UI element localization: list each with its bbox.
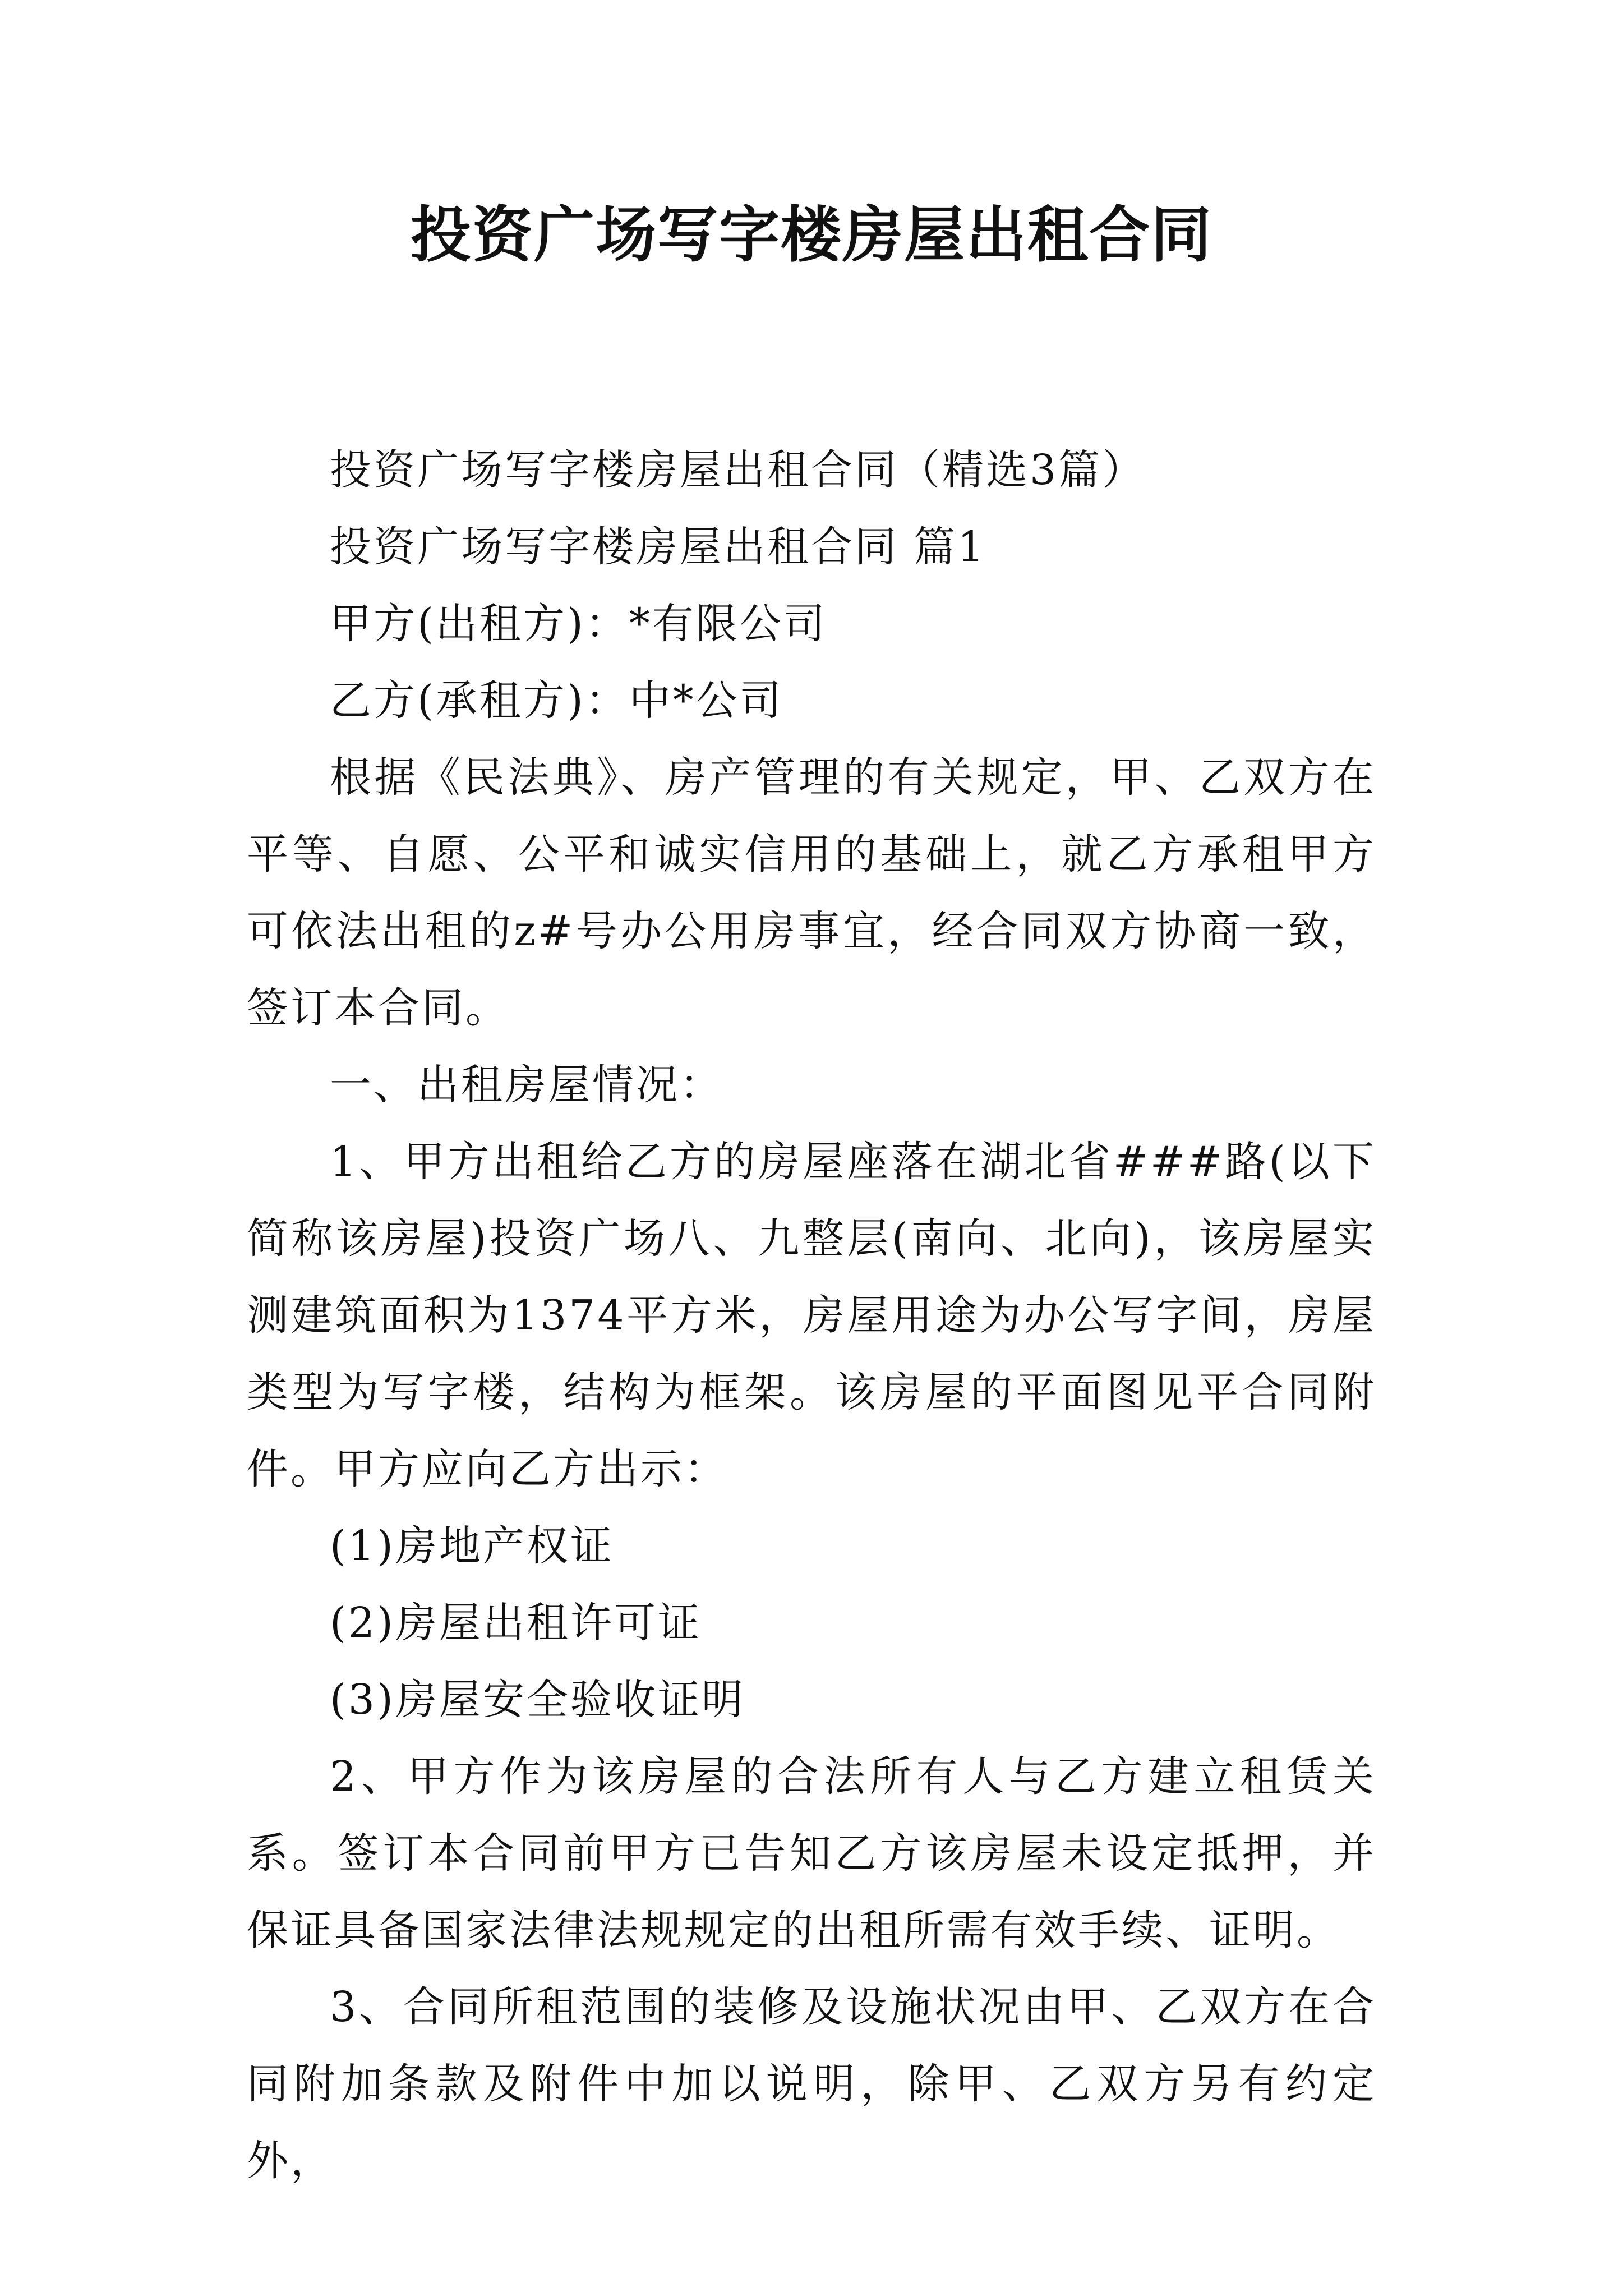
paragraph-party-b: 乙方(承租方)：中*公司: [330, 677, 783, 725]
paragraph-item-2: (2)房屋出租许可证: [330, 1599, 702, 1647]
paragraph-preamble: 根据《民法典》、房产管理的有关规定，甲、乙双方在平等、自愿、公平和诚实信用的基础上，就乙方承租甲方可依法出租的z#号办公用房事宜，经合同双方协商一致，签订本合同。: [247, 753, 1376, 1032]
paragraph-section-heading: 投资广场写字楼房屋出租合同 篇1: [330, 523, 986, 571]
paragraph-subtitle: 投资广场写字楼房屋出租合同（精选3篇）: [330, 446, 1146, 494]
paragraph-clause-heading: 一、出租房屋情况：: [330, 1061, 723, 1109]
paragraph-item-3: (3)房屋安全验收证明: [330, 1676, 745, 1724]
document-body: [247, 432, 1376, 2200]
paragraph-item-1: (1)房地产权证: [330, 1522, 614, 1570]
paragraph-clause-3: 3、合同所租范围的装修及设施状况由甲、乙双方在合同附加条款及附件中加以说明，除甲、乙双方另有约定外，: [247, 1983, 1376, 2185]
paragraph-party-a: 甲方(出租方)：*有限公司: [330, 600, 827, 648]
paragraph-clause-2: 2、甲方作为该房屋的合法所有人与乙方建立租赁关系。签订本合同前甲方已告知乙方该房屋未设定抵押，并保证具备国家法律法规规定的出租所需有效手续、证明。: [247, 1752, 1376, 1954]
document-title: 投资广场写字楼房屋出租合同: [410, 200, 1212, 270]
paragraph-clause-1: 1、甲方出租给乙方的房屋座落在湖北省###路(以下简称该房屋)投资广场八、九整层(南向、北向)，该房屋实测建筑面积为1374平方米，房屋用途为办公写字间，房屋类型为写字楼，结构为框架。该房屋的平面图见平合同附件。甲方应向乙方出示：: [247, 1138, 1376, 1493]
